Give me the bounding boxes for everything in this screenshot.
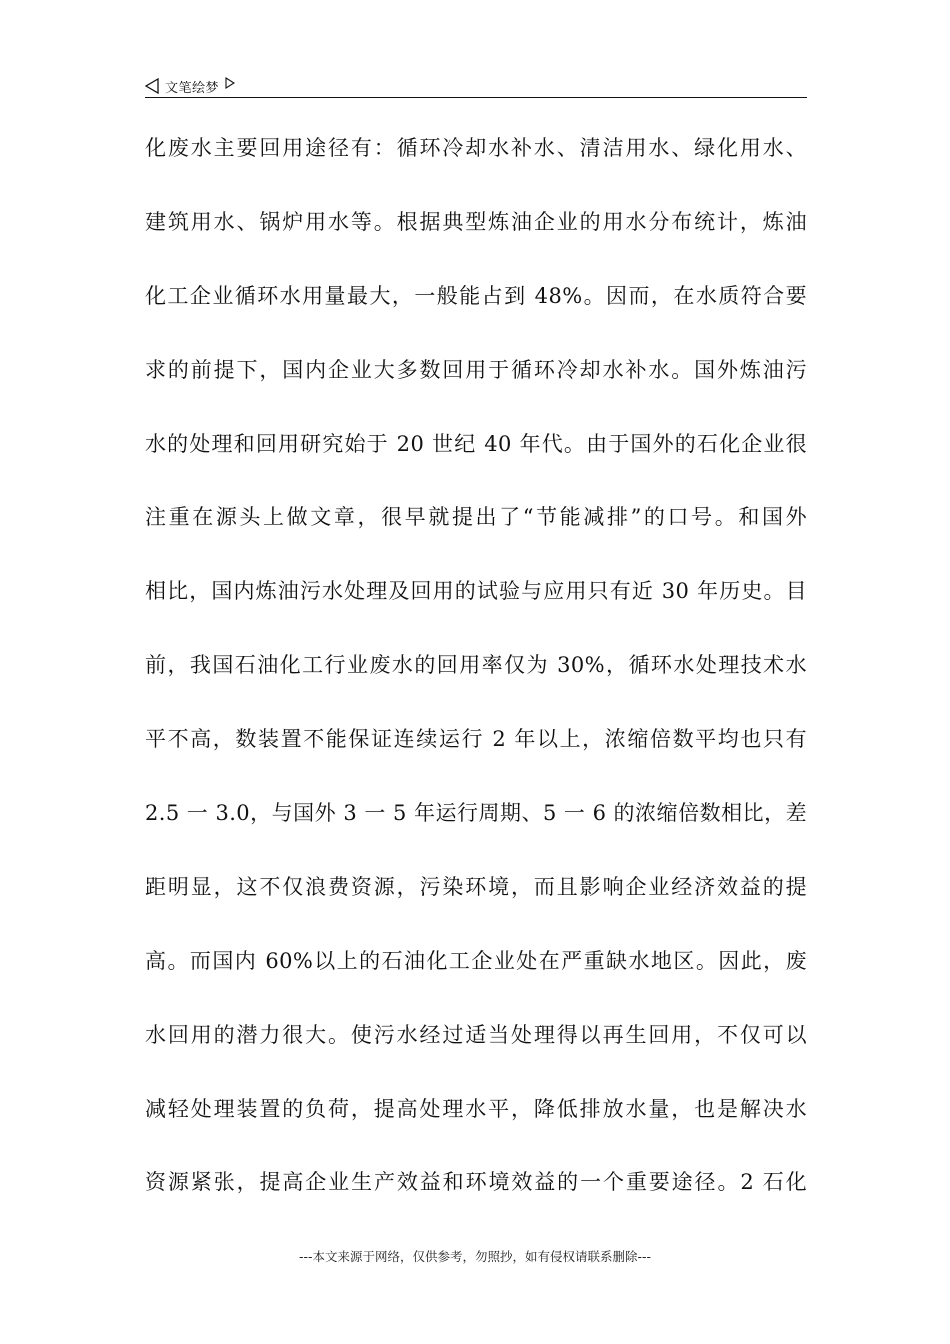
text-line: 资源紧张，提高企业生产效益和环境效益的一个重要途径。2 石化 [145, 1170, 807, 1195]
footer-notice: ---本文来源于网络，仅供参考，勿照抄，如有侵权请联系删除--- [298, 1249, 652, 1264]
text-line: 水回用的潜力很大。使污水经过适当处理得以再生回用，不仅可以 [145, 1022, 807, 1047]
triangle-left-icon [145, 78, 159, 94]
text-line: 化废水主要回用途径有：循环冷却水补水、清洁用水、绿化用水、 [145, 136, 807, 160]
text-line: 建筑用水、锅炉用水等。根据典型炼油企业的用水分布统计，炼油 [145, 209, 807, 234]
brand-name: 文笔绘梦 [165, 80, 220, 96]
page-header [145, 74, 807, 98]
text-line: 化工企业循环水用量最大，一般能占到 48%。因而，在水质符合要 [145, 283, 807, 308]
document-body [145, 128, 807, 1236]
text-line: 高。而国内 60%以上的石油化工企业处在严重缺水地区。因此，废 [145, 948, 807, 973]
header-divider [145, 97, 807, 98]
text-line: 求的前提下，国内企业大多数回用于循环冷却水补水。国外炼油污 [145, 357, 807, 382]
text-line: 注重在源头上做文章，很早就提出了“节能减排”的口号。和国外 [145, 505, 807, 530]
text-line: 2.5 一 3.0，与国外 3 一 5 年运行周期、5 一 6 的浓缩倍数相比，差 [145, 801, 807, 826]
triangle-right-icon [225, 77, 235, 89]
text-line: 前，我国石油化工行业废水的回用率仅为 30%，循环水处理技术水 [145, 653, 807, 678]
text-line: 距明显，这不仅浪费资源，污染环境，而且影响企业经济效益的提 [145, 874, 807, 899]
text-line: 减轻处理装置的负荷，提高处理水平，降低排放水量，也是解决水 [145, 1096, 807, 1121]
text-line: 相比，国内炼油污水处理及回用的试验与应用只有近 30 年历史。目 [145, 579, 807, 604]
text-line: 水的处理和回用研究始于 20 世纪 40 年代。由于国外的石化企业很 [145, 431, 807, 456]
text-line: 平不高，数装置不能保证连续运行 2 年以上，浓缩倍数平均也只有 [145, 727, 807, 752]
